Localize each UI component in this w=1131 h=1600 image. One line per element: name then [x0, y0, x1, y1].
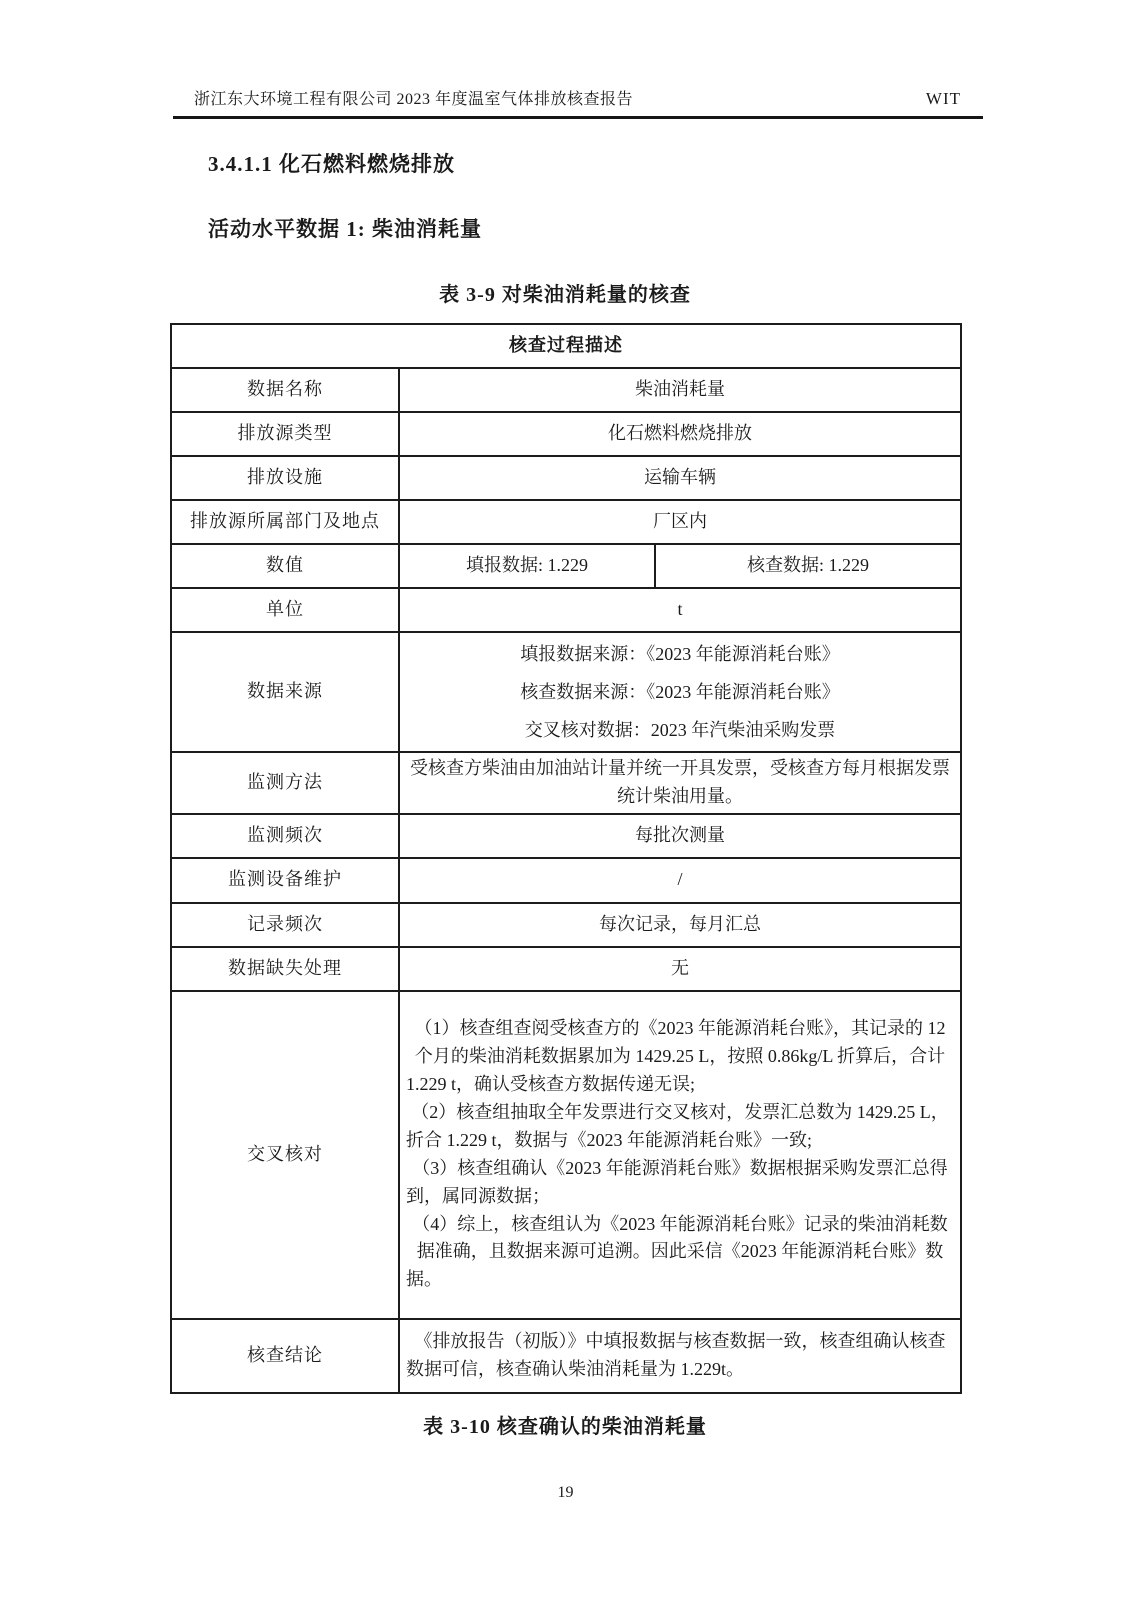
row-label-missing-data: 数据缺失处理 — [171, 947, 399, 991]
row-value-source-type: 化石燃料燃烧排放 — [399, 412, 961, 456]
row-label-source-type: 排放源类型 — [171, 412, 399, 456]
table-3-10-caption: 表 3-10 核查确认的柴油消耗量 — [423, 1416, 707, 1438]
table-row — [171, 324, 961, 368]
table-header-verification-process: 核查过程描述 — [171, 324, 961, 368]
data-source-line-verified: 核查数据来源：《2023 年能源消耗台账》 — [520, 682, 840, 702]
table-row — [171, 814, 961, 858]
row-value-facility: 运输车辆 — [399, 456, 961, 500]
row-label-department: 排放源所属部门及地点 — [171, 500, 399, 544]
header-report-title: 浙江东大环境工程有限公司 2023 年度温室气体排放核查报告 — [194, 91, 634, 108]
row-value-monitoring-method: 受核查方柴油由加油站计量并统一开具发票，受核查方每月根据发票统计柴油用量。 — [399, 752, 961, 814]
table-row — [171, 544, 961, 588]
table-row — [171, 903, 961, 947]
row-value-equipment-maintenance: / — [399, 858, 961, 903]
row-value-missing-data: 无 — [399, 947, 961, 991]
row-label-record-frequency: 记录频次 — [171, 903, 399, 947]
row-label-monitoring-method: 监测方法 — [171, 752, 399, 814]
row-label-equipment-maintenance: 监测设备维护 — [171, 858, 399, 903]
row-label-data-source: 数据来源 — [171, 632, 399, 752]
table-row — [171, 500, 961, 544]
page-number: 19 — [557, 1484, 574, 1501]
table-row — [171, 752, 961, 814]
row-label-conclusion: 核查结论 — [171, 1319, 399, 1393]
row-value-record-frequency: 每次记录，每月汇总 — [399, 903, 961, 947]
cross-check-item-2: （2）核查组抽取全年发票进行交叉核对，发票汇总数为 1429.25 L，折合 1.229 t，数据与《2023 年能源消耗台账》一致; — [406, 1102, 949, 1150]
row-value-cross-check — [399, 991, 961, 1319]
table-row — [171, 991, 961, 1319]
page-header — [173, 86, 983, 109]
cross-check-item-3: （3）核查组确认《2023 年能源消耗台账》数据根据采购发票汇总得到，属同源数据； — [406, 1157, 948, 1206]
table-row — [171, 368, 961, 412]
cross-check-item-1: （1）核查组查阅受核查方的《2023 年能源消耗台账》，其记录的 12 个月的柴油消耗数据累加为 1429.25 L，按照 0.86kg/L 折算后，合计 1.229 t，确认受核查方数据传递无误; — [406, 1018, 946, 1095]
table-row — [171, 456, 961, 500]
data-source-line-reported: 填报数据来源：《2023 年能源消耗台账》 — [520, 644, 840, 664]
table-row — [171, 632, 961, 752]
row-label-monitoring-frequency: 监测频次 — [171, 814, 399, 858]
row-value-data-source — [399, 632, 961, 752]
header-logo-wit: WIT — [925, 89, 961, 108]
header-divider-line — [173, 116, 983, 119]
row-value-department: 厂区内 — [399, 500, 961, 544]
cell-verified-value: 核查数据: 1.229 — [655, 544, 961, 588]
row-label-unit: 单位 — [171, 588, 399, 632]
verification-table-3-9 — [170, 323, 962, 1394]
table-row — [171, 412, 961, 456]
row-value-conclusion: 《排放报告（初版）》中填报数据与核查数据一致，核查组确认核查数据可信，核查确认柴油消耗量为 1.229t。 — [399, 1319, 961, 1393]
row-value-monitoring-frequency: 每批次测量 — [399, 814, 961, 858]
table-3-9-caption: 表 3-9 对柴油消耗量的核查 — [439, 284, 691, 306]
row-label-numeric-value: 数值 — [171, 544, 399, 588]
cross-check-item-4: （4）综上，核查组认为《2023 年能源消耗台账》记录的柴油消耗数据准确，且数据来源可追溯。因此采信《2023 年能源消耗台账》数据。 — [406, 1213, 948, 1290]
section-heading-fossil-fuel: 3.4.1.1 化石燃料燃烧排放 — [208, 152, 455, 176]
table-row — [171, 947, 961, 991]
row-value-data-name: 柴油消耗量 — [399, 368, 961, 412]
table-row — [171, 858, 961, 903]
row-label-data-name: 数据名称 — [171, 368, 399, 412]
data-source-line-crosscheck: 交叉核对数据：2023 年汽柴油采购发票 — [524, 720, 836, 740]
row-label-facility: 排放设施 — [171, 456, 399, 500]
row-value-unit: t — [399, 588, 961, 632]
section-heading-activity-data: 活动水平数据 1: 柴油消耗量 — [208, 217, 482, 241]
cell-reported-value: 填报数据: 1.229 — [399, 544, 655, 588]
table-row — [171, 588, 961, 632]
table-row — [171, 1319, 961, 1393]
row-label-cross-check: 交叉核对 — [171, 991, 399, 1319]
